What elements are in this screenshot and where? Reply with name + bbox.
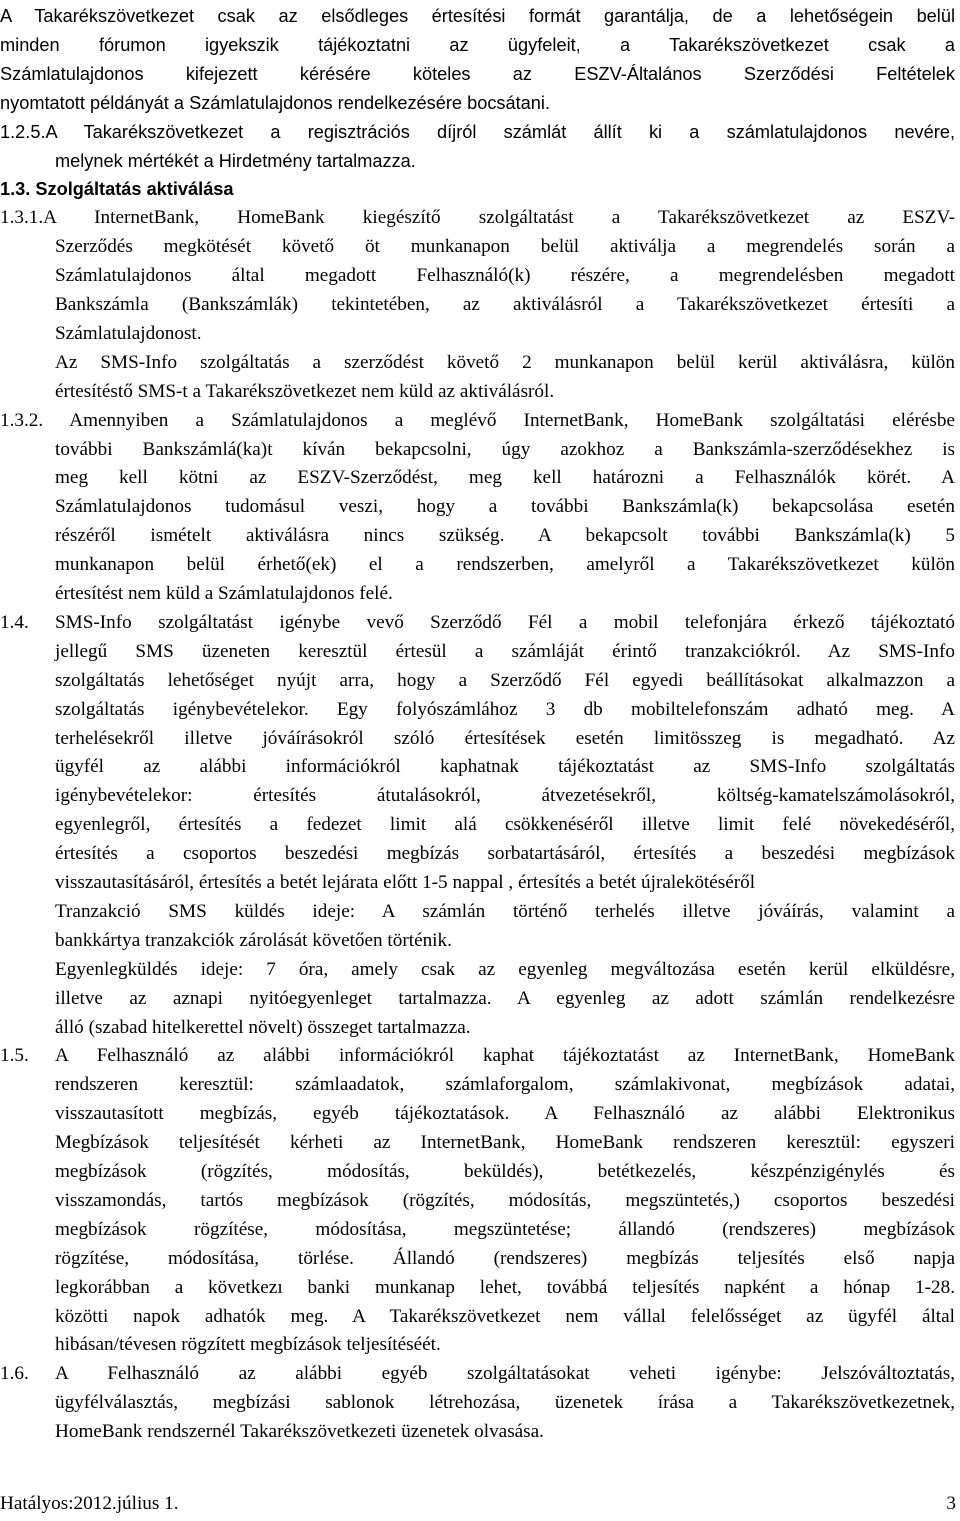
paragraph-line: melynek mértékét a Hirdetmény tartalmazza. [55,150,416,171]
paragraph-line: értesítéstő SMS-t a Takarékszövetkezet nem küld az aktiválásról. [55,380,555,402]
paragraph-line: ügyfélválasztás, megbízási sablonok létrehozása, üzenetek írása a Takarékszövetkezetnek, [55,1392,955,1414]
paragraph-line: bankkártya tranzakciók zárolását követően történik. [55,929,452,951]
paragraph-line: visszamondás, tartós megbízások (rögzítés, módosítás, megszüntetés,) csoportos beszedési [55,1189,955,1211]
paragraph-line: Szerződés megkötését követő öt munkanapon belül aktiválja a megrendelés során a [55,236,955,258]
paragraph-line: A Felhasználó az alábbi információkról kaphat tájékoztatást az InternetBank, HomeBank [55,1045,955,1067]
paragraph-line: rendszeren keresztül: számlaadatok, számlaforgalom, számlakivonat, megbízások adatai, [55,1074,955,1096]
paragraph-line: 1.3.2. Amennyiben a Számlatulajdonos a meglévő InternetBank, HomeBank szolgáltatási elérésbe [0,409,955,431]
footer-page-number: 3 [946,1493,956,1514]
paragraph-line: Megbízások teljesítését kérheti az InternetBank, HomeBank rendszeren keresztül: egyszeri [55,1132,955,1154]
paragraph-line: további Bankszámlá(ka)t kíván bekapcsolni, úgy azokhoz a Bankszámla-szerződésekhez is [55,438,955,460]
footer-effective-date: Hatályos:2012.július 1. [0,1493,179,1514]
paragraph-line: legkorábban a következı banki munkanap lehet, továbbá teljesítés napként a hónap 1-28. [55,1276,955,1298]
paragraph-line: értesítés a csoportos beszedési megbízás sorbatartásáról, értesítés a beszedési megbízások [55,843,955,865]
paragraph-line: munkanapon belül érhető(ek) el a rendszerben, amelyről a Takarékszövetkezet külön [55,554,955,576]
section-heading: 1.3. Szolgáltatás aktiválása [0,179,234,200]
paragraph-line: értesítést nem küld a Számlatulajdonos felé. [55,583,393,604]
paragraph-line: jellegű SMS üzeneten keresztül értesül a számláját érintő tranzakciókról. Az SMS-Info [55,640,955,662]
paragraph-line: Bankszámla (Bankszámlák) tekintetében, az aktiválásról a Takarékszövetkezet értesíti a [55,294,955,315]
paragraph-line: egyenlegről, értesítés a fedezet limit alá csökkenéséről illetve limit felé növekedéséről, [55,814,955,836]
paragraph-line: nyomtatott példányát a Számlatulajdonos rendelkezésére bocsátani. [0,92,551,113]
section-number: 1.4. [0,611,29,633]
paragraph-line: Számlatulajdonos tudomásul veszi, hogy a további Bankszámla(k) bekapcsolása esetén [55,496,955,518]
paragraph-line: közötti napok adhatók meg. A Takarékszövetkezet nem vállal felelősséget az ügyfél által [55,1305,955,1327]
paragraph-line: SMS-Info szolgáltatást igénybe vevő Szerződő Fél a mobil telefonjára érkező tájékoztató [55,611,955,633]
paragraph-line: 1.2.5.A Takarékszövetkezet a regisztrációs díjról számlát állít ki a számlatulajdonos nevére, [0,121,955,142]
paragraph-line: ügyfél az alábbi információkról kaphatnak tájékoztatást az SMS-Info szolgáltatás [55,756,955,778]
paragraph-line: szolgáltatás igénybevételekor. Egy folyószámlához 3 db mobiltelefonszám adható meg. A [55,698,955,720]
paragraph-line: igénybevételekor: értesítés átutalásokról, átvezetésekről, költség-kamatelszámolásokról, [55,785,955,807]
paragraph-line: minden fórumon igyekszik tájékoztatni az ügyfeleit, a Takarékszövetkezet csak a [0,34,955,55]
paragraph-line: HomeBank rendszernél Takarékszövetkezeti üzenetek olvasása. [55,1421,544,1443]
paragraph-line: Egyenlegküldés ideje: 7 óra, amely csak az egyenleg megváltozása esetén kerül elküldésre, [55,958,955,980]
paragraph-line: álló (szabad hitelkerettel növelt) összeget tartalmazza. [55,1016,471,1038]
section-number: 1.6. [0,1363,29,1385]
paragraph-line: Számlatulajdonos kifejezett kérésére köteles az ESZV-Általános Szerződési Feltételek [0,63,955,84]
paragraph-line: hibásan/tévesen rögzített megbízások teljesítéséét. [55,1334,441,1356]
paragraph-line: 1.3.1.A InternetBank, HomeBank kiegészítő szolgáltatást a Takarékszövetkezet az ESZV- [0,207,955,229]
paragraph-line: Tranzakció SMS küldés ideje: A számlán történő terhelés illetve jóváírás, valamint a [55,900,955,922]
paragraph-line: megbízások rögzítése, módosítása, megszüntetése; állandó (rendszeres) megbízások [55,1218,955,1240]
section-number: 1.5. [0,1045,29,1067]
paragraph-line: szolgáltatás lehetőséget nyújt arra, hogy a Szerződő Fél egyedi beállításokat alkalmazzon a [55,669,955,691]
paragraph-line: Számlatulajdonost. [55,322,202,344]
paragraph-line: rögzítése, módosítása, törlése. Állandó (rendszeres) megbízás teljesítés első napja [55,1247,955,1269]
paragraph-line: illetve az aznapi nyitóegyenleget tartalmazza. A egyenleg az adott számlán rendelkezésre [55,987,955,1009]
paragraph-line: A Takarékszövetkezet csak az elsődleges értesítési formát garantálja, de a lehetőségein belül [0,6,955,26]
paragraph-line: A Felhasználó az alábbi egyéb szolgáltatásokat veheti igénybe: Jelszóváltoztatás, [55,1363,955,1385]
paragraph-line: visszautasításáról, értesítés a betét lejárata előtt 1-5 nappal , értesítés a betét újralekötéséről [55,872,756,893]
paragraph-line: megbízások (rögzítés, módosítás, beküldés), betétkezelés, készpénzigénylés és [55,1161,955,1182]
paragraph-line: Számlatulajdonos által megadott Felhasználó(k) részére, a megrendelésben megadott [55,265,955,287]
paragraph-line: részéről ismételt aktiválásra nincs szükség. A bekapcsolt további Bankszámla(k) 5 [55,525,955,547]
paragraph-line: meg kell kötni az ESZV-Szerződést, meg kell határozni a Felhasználók körét. A [55,467,955,489]
paragraph-line: Az SMS-Info szolgáltatás a szerződést követő 2 munkanapon belül kerül aktiválásra, külön [55,351,955,373]
paragraph-line: visszautasított megbízás, egyéb tájékoztatások. A Felhasználó az alábbi Elektronikus [55,1103,955,1125]
paragraph-line: terhelésekről illetve jóváírásokról szóló értesítések esetén limitösszeg is megadható. Az [55,727,955,749]
